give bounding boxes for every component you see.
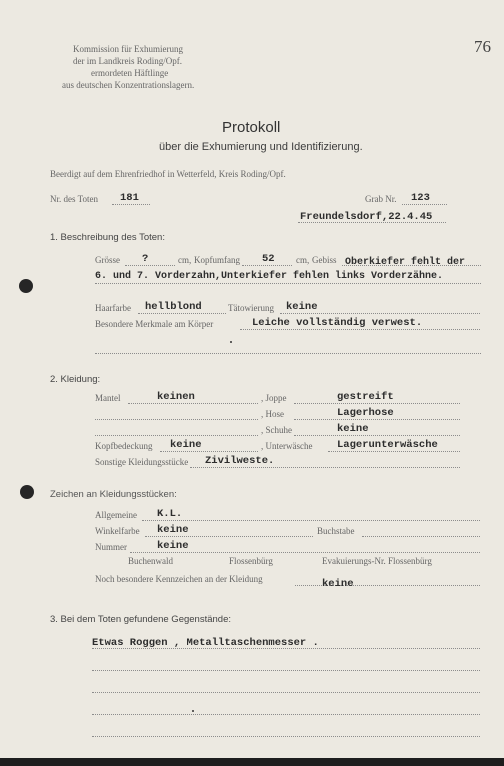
trousers-value: Lagerhose [337,407,394,419]
underwear-label: , Unterwäsche [261,441,313,451]
section3-heading: 3. Bei dem Toten gefundene Gegenstände: [50,614,231,625]
letter-label: Buchstabe [317,526,355,536]
page-subtitle: über die Exhumierung und Identifizierung. [159,141,363,153]
teeth-value-line-2: 6. und 7. Vorderzahn,Unterkiefer fehlen links Vorderzähne. [95,271,444,282]
size-value: ? [142,253,149,265]
punch-hole-top [19,279,33,293]
hair-label: Haarfarbe [95,303,131,313]
marks-value: Leiche vollständig verwest. [252,317,423,329]
number-value: keine [157,540,189,552]
header-line-4: aus deutschen Konzentrationslagern. [62,80,195,90]
hair-value: hellblond [145,301,202,313]
cm-label-2: cm, [296,255,310,265]
head-label: Kopfumfang [194,255,240,265]
section2-heading: 2. Kleidung: [50,374,101,385]
angle-color-value: keine [157,524,189,536]
punch-hole-bottom [20,485,34,499]
angle-color-label: Winkelfarbe [95,526,140,536]
shoes-value: keine [337,423,369,435]
items-found-value: Etwas Roggen , Metalltaschenmesser . [92,637,319,649]
shoes-label: , Schuhe [261,425,292,435]
tattoo-value: keine [286,301,318,313]
tattoo-label: Tätowierung [228,303,274,313]
header-line-1: Kommission für Exhumierung [73,44,183,54]
section1-heading: 1. Beschreibung des Toten: [50,232,165,243]
special-marks-label: Noch besondere Kennzeichen an der Kleidung [95,574,263,584]
teeth-label: Gebiss [312,255,337,265]
other-clothes-label: Sonstige Kleidungsstücke [95,457,189,467]
cm-label-1: cm, [178,255,192,265]
head-value: 52 [262,253,275,265]
special-marks-value: keine [322,578,354,590]
number-label: Nummer [95,542,127,552]
coat-value: keinen [157,391,195,403]
general-value: K.L. [157,508,183,520]
marks-label: Besondere Merkmale am Körper [95,319,214,329]
place-date: Freundelsdorf,22.4.45 [300,211,433,223]
grave-label: Grab Nr. [365,194,397,204]
column-buchenwald: Buchenwald [128,556,173,566]
header-line-3: ermordeten Häftlinge [91,68,169,78]
grave-value: 123 [411,192,430,204]
general-label: Allgemeine [95,510,137,520]
size-label: Grösse [95,255,120,265]
teeth-value-line-1: Oberkiefer fehlt der [345,257,466,268]
column-flossenbuerg: Flossenbürg [229,556,273,566]
jacket-value: gestreift [337,391,394,403]
headwear-label: Kopfbedeckung [95,441,153,451]
dead-no-value: 181 [120,192,139,204]
marks-heading: Zeichen an Kleidungsstücken: [50,489,177,500]
page-title: Protokoll [222,119,281,136]
header-line-2: der im Landkreis Roding/Opf. [73,56,182,66]
trousers-label: , Hose [261,409,284,419]
dead-no-label: Nr. des Toten [50,194,98,204]
underwear-value: Lagerunterwäsche [337,439,438,451]
headwear-value: keine [170,439,202,451]
page-number: 76 [474,37,491,56]
coat-label: Mantel [95,393,121,403]
other-clothes-value: Zivilweste. [205,455,275,467]
column-evakuierung: Evakuierungs-Nr. Flossenbürg [322,556,432,566]
jacket-label: , Joppe [261,393,287,403]
burial-note: Beerdigt auf dem Ehrenfriedhof in Wetterfeld, Kreis Roding/Opf. [50,169,286,179]
